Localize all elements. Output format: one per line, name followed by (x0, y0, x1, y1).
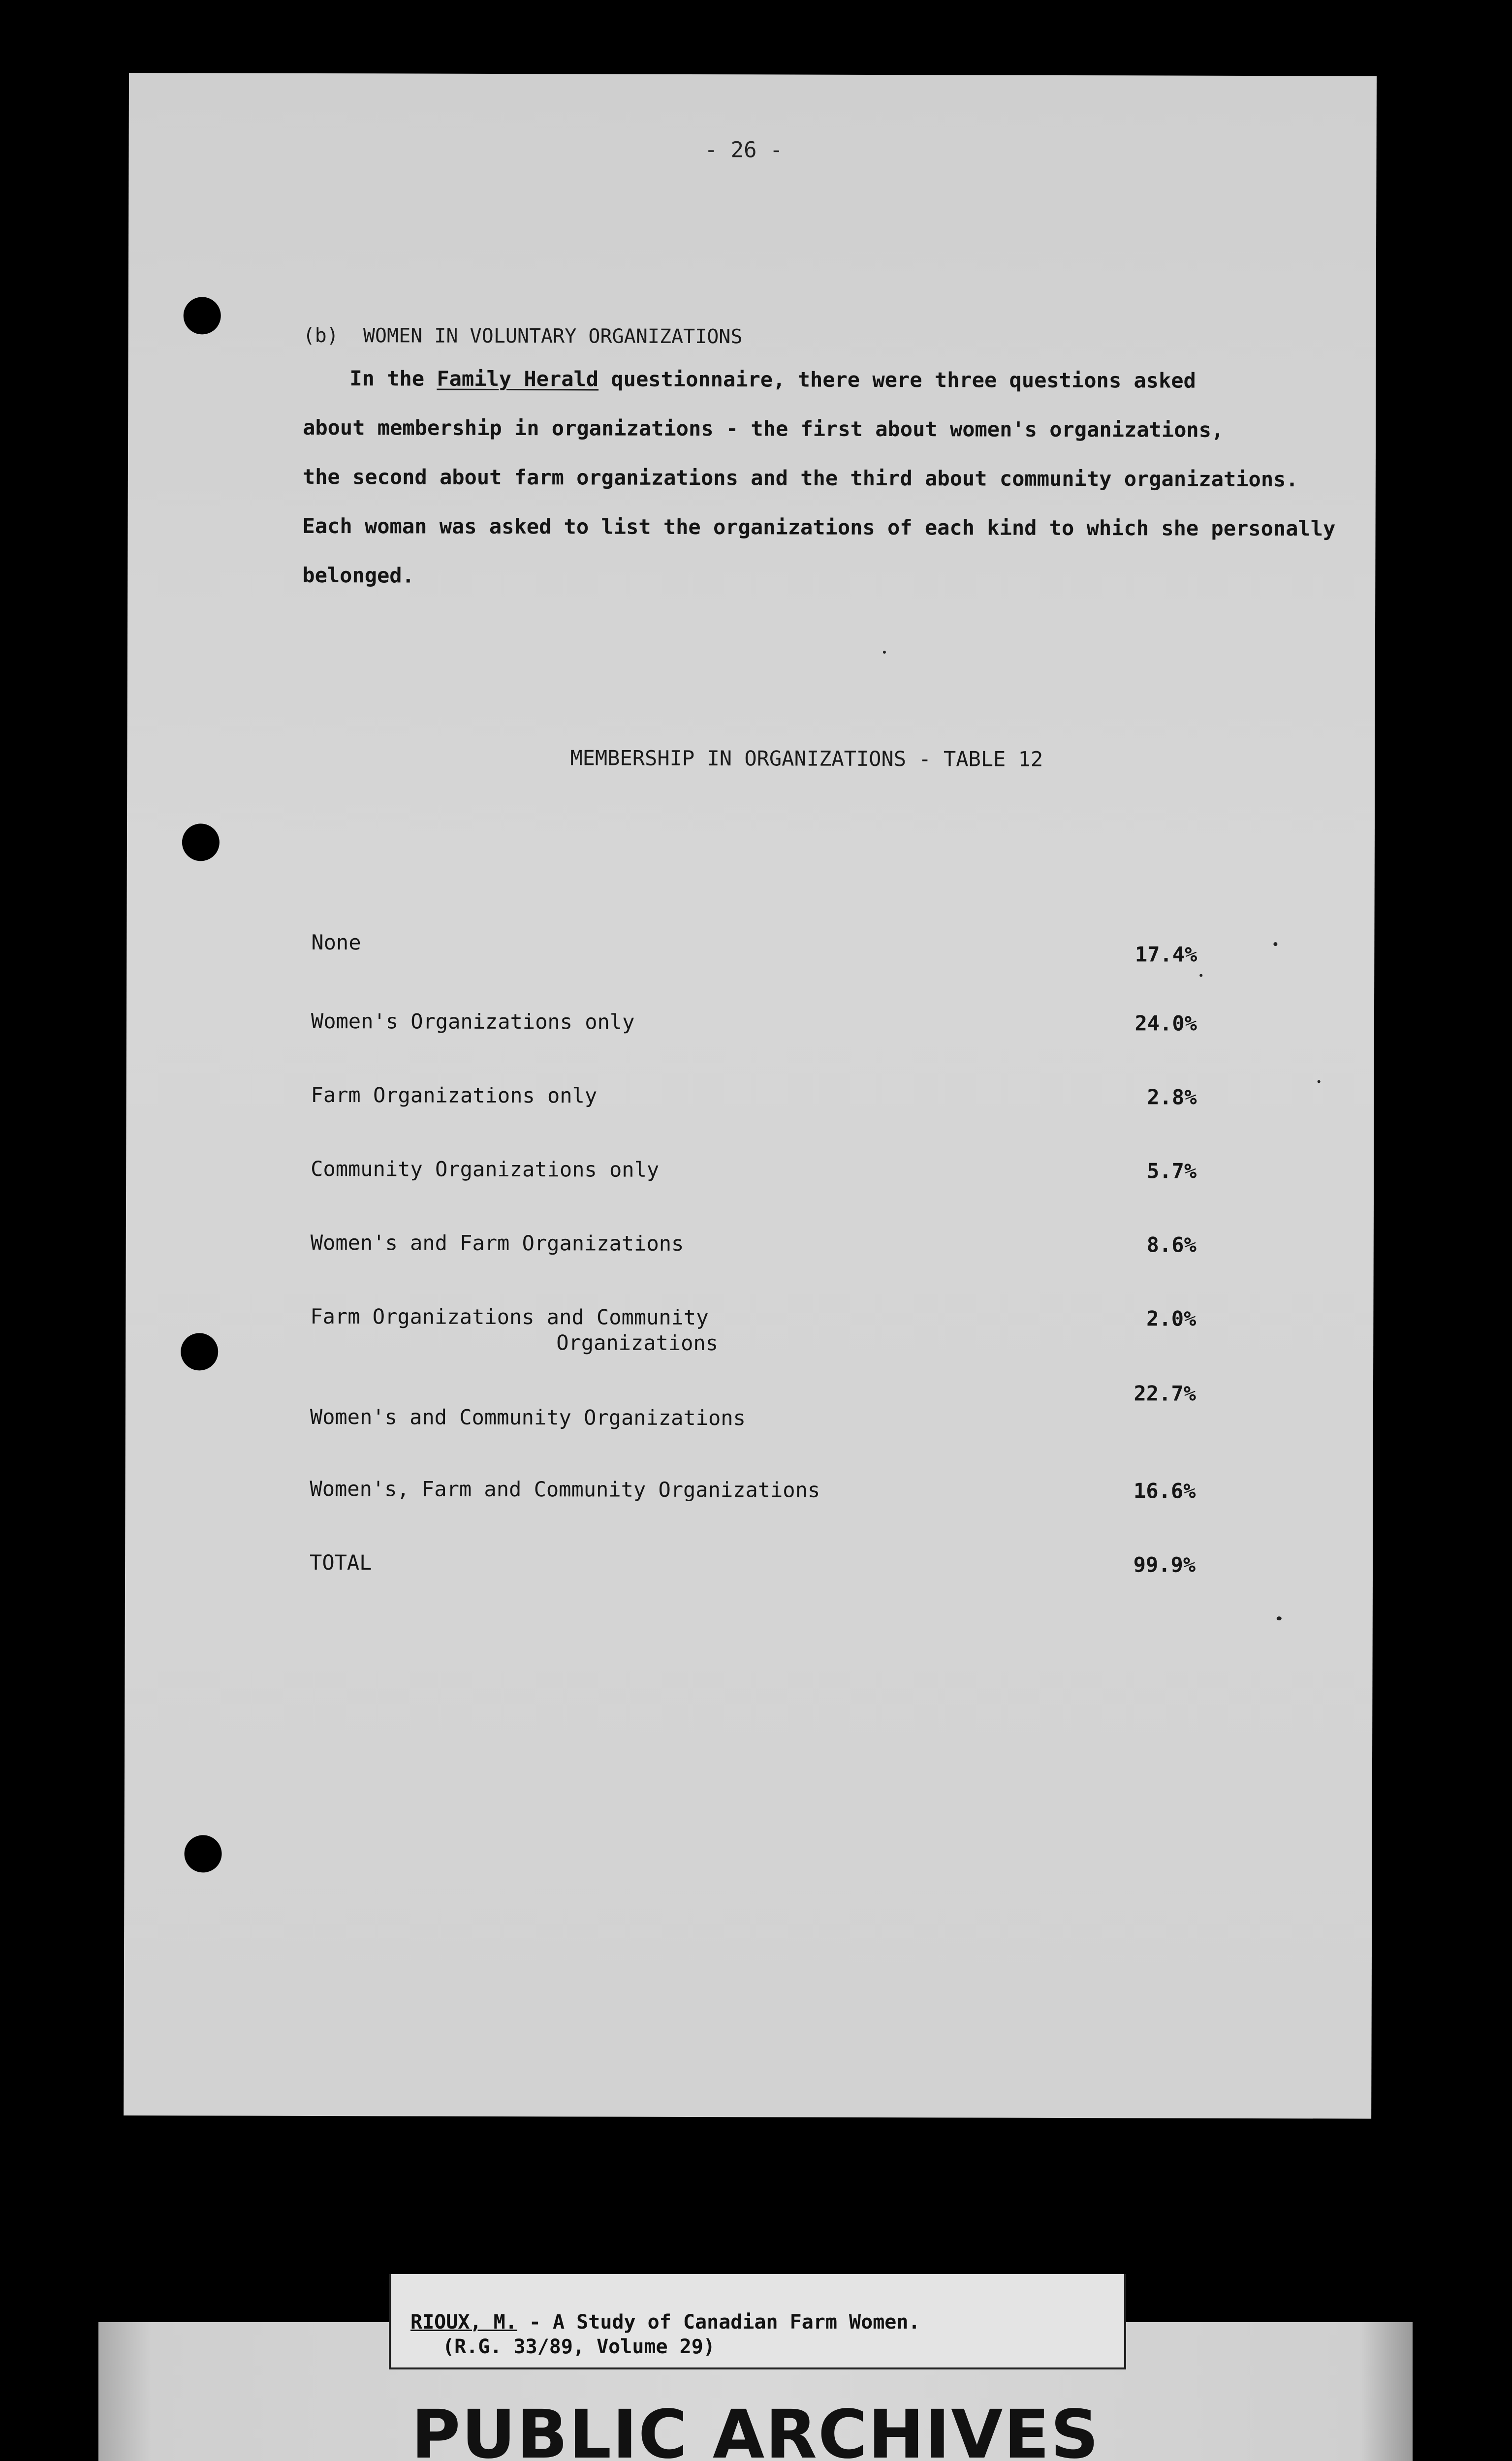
speck (1199, 974, 1202, 977)
label-author: RIOUX, M. (410, 2311, 517, 2334)
row-value: 99.9% (1133, 1552, 1196, 1577)
paragraph-text: In the (349, 366, 437, 391)
row-label: None (311, 930, 361, 955)
table-row (310, 1230, 1197, 1257)
membership-table (310, 930, 1197, 1577)
punch-hole (181, 1333, 218, 1370)
speck (1273, 942, 1277, 946)
table-row (311, 1009, 1197, 1036)
table-row (311, 1082, 1197, 1109)
table-row (311, 1156, 1197, 1183)
punch-hole (182, 823, 220, 861)
table-row (310, 1304, 1197, 1356)
label-citation (410, 2311, 920, 2334)
row-value: 22.7% (1134, 1381, 1197, 1406)
section-title: WOMEN IN VOLUNTARY ORGANIZATIONS (363, 324, 743, 348)
row-label: Farm Organizations only (311, 1082, 598, 1108)
row-label: Women's and Community Organizations (310, 1404, 746, 1430)
paragraph-line: Each woman was asked to list the organizations of each kind to which she personally (302, 513, 1336, 541)
section-marker: (b) (303, 324, 339, 347)
paragraph-line: belonged. (302, 563, 414, 588)
row-value: 2.0% (1146, 1306, 1197, 1331)
row-label: TOTAL (310, 1550, 372, 1575)
table-row (310, 1379, 1197, 1430)
paragraph-line (303, 354, 1366, 406)
section-heading (303, 324, 743, 348)
table-row (310, 1476, 1196, 1503)
row-value: 16.6% (1133, 1479, 1196, 1503)
stamp-line-english: PUBLIC ARCHIVES (411, 2396, 1100, 2461)
table-row (311, 930, 1197, 967)
paragraph-line: the second about farm organizations and the third about community organizations. (302, 464, 1298, 492)
row-value: 5.7% (1146, 1159, 1197, 1183)
row-label: Community Organizations only (311, 1156, 660, 1182)
body-paragraph (302, 354, 1366, 603)
speck (1277, 1616, 1282, 1620)
row-label: Women's, Farm and Community Organizations (310, 1476, 820, 1502)
table-title: MEMBERSHIP IN ORGANIZATIONS - TABLE 12 (570, 746, 1043, 771)
label-reference: (R.G. 33/89, Volume 29) (442, 2335, 715, 2358)
publication-title: Family Herald (437, 366, 599, 391)
row-label: Women's Organizations only (311, 1009, 635, 1034)
punch-hole (184, 1835, 221, 1872)
row-value: 2.8% (1147, 1085, 1197, 1109)
row-value: 8.6% (1146, 1232, 1197, 1257)
document-page (124, 73, 1377, 2119)
speck (883, 651, 886, 654)
archive-label-card (389, 2274, 1126, 2369)
row-value: 24.0% (1134, 1011, 1197, 1036)
row-label: Women's and Farm Organizations (310, 1230, 684, 1256)
table-row (310, 1550, 1196, 1577)
punch-hole (184, 297, 221, 334)
speck (1318, 1080, 1321, 1083)
page-number: - 26 - (704, 137, 783, 163)
row-label-continued: Organizations (556, 1330, 719, 1356)
row-label: Farm Organizations and Community (310, 1304, 709, 1330)
label-title: - A Study of Canadian Farm Women. (517, 2311, 920, 2334)
paragraph-line: about membership in organizations - the first about women's organizations, (303, 415, 1224, 442)
paragraph-text: questionnaire, there were three questions asked (598, 367, 1196, 393)
row-value: 17.4% (1134, 942, 1197, 967)
